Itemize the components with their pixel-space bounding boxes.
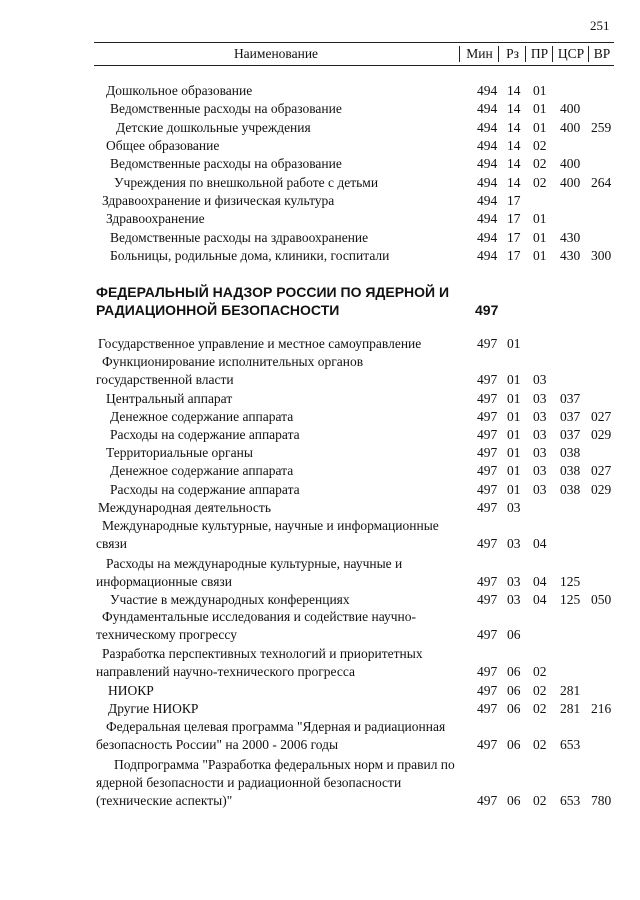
row-name: Расходы на содержание аппарата [110,482,300,497]
row-min: 497 [477,482,498,497]
row-min: 497 [477,336,498,351]
row-rz: 06 [507,793,521,808]
row-rz: 14 [507,120,521,135]
row-name: Функционирование исполнительных органов государственной власти [96,354,364,387]
row-rz: 06 [507,737,521,752]
row-name: Подпрограмма "Разработка федеральных норм и правил по ядерной безопасности и радиационной безопасности (технические аспекты)" [96,757,455,808]
row-rz: 14 [507,138,521,153]
row-vr: 050 [591,592,612,607]
row-pr: 04 [533,574,547,589]
row-pr: 02 [533,664,547,679]
row-pr: 03 [533,482,547,497]
row-rz: 01 [507,482,521,497]
row-name: Федеральная целевая программа "Ядерная и радиационная безопасность России" на 2000 - 2006 годы [96,719,446,752]
row-name: Денежное содержание аппарата [110,409,294,424]
row-rz: 14 [507,175,521,190]
row-csr: 281 [560,701,581,716]
row-csr: 653 [560,737,581,752]
row-vr: 027 [591,409,612,424]
section-code: 497 [475,302,499,318]
row-vr: 780 [591,793,612,808]
row-name: Международная деятельность [98,500,271,515]
row-rz: 17 [507,193,521,208]
row-name: Центральный аппарат [106,391,233,406]
header-divider [588,46,589,62]
row-min: 497 [477,463,498,478]
section-title: ФЕДЕРАЛЬНЫЙ НАДЗОР РОССИИ ПО ЯДЕРНОЙ И РАДИАЦИОННОЙ БЕЗОПАСНОСТИ [96,284,450,318]
row-min: 494 [477,193,498,208]
row-name: Другие НИОКР [108,701,199,716]
row-min: 494 [477,175,498,190]
row-min: 497 [477,372,498,387]
row-csr: 037 [560,391,581,406]
row-name: Ведомственные расходы на здравоохранение [110,230,369,245]
row-pr: 01 [533,211,547,226]
row-rz: 14 [507,83,521,98]
row-csr: 037 [560,409,581,424]
row-pr: 03 [533,409,547,424]
row-min: 497 [477,500,498,515]
row-min: 497 [477,409,498,424]
row-rz: 03 [507,592,521,607]
row-min: 497 [477,793,498,808]
header-divider [459,46,460,62]
header-rz: Рз [506,46,519,61]
row-rz: 06 [507,627,521,642]
header-name: Наименование [233,46,319,61]
row-min: 497 [477,445,498,460]
row-pr: 04 [533,592,547,607]
row-csr: 400 [560,156,581,171]
row-rz: 03 [507,574,521,589]
row-name: Ведомственные расходы на образование [110,101,342,116]
row-csr: 125 [560,592,581,607]
row-pr: 01 [533,120,547,135]
row-min: 497 [477,683,498,698]
row-name: Фундаментальные исследования и содействие научно-техническому прогрессу [96,609,417,642]
row-min: 494 [477,101,498,116]
row-pr: 02 [533,175,547,190]
row-name: Расходы на международные культурные, научные и информационные связи [96,556,403,589]
row-name: Разработка перспективных технологий и приоритетных направлений научно-технического прогресса [96,646,423,679]
row-csr: 125 [560,574,581,589]
row-vr: 216 [591,701,612,716]
header-vr: ВР [593,46,611,61]
row-name: Международные культурные, научные и информационные связи [96,518,439,551]
row-rz: 01 [507,372,521,387]
row-rz: 06 [507,701,521,716]
row-pr: 01 [533,230,547,245]
row-name: Государственное управление и местное самоуправление [98,336,422,351]
row-min: 494 [477,83,498,98]
row-rz: 01 [507,445,521,460]
row-pr: 02 [533,737,547,752]
row-name: Детские дошкольные учреждения [116,120,311,135]
row-rz: 17 [507,211,521,226]
header-divider [552,46,553,62]
row-pr: 02 [533,683,547,698]
row-name: Расходы на содержание аппарата [110,427,300,442]
row-pr: 01 [533,101,547,116]
row-csr: 038 [560,463,581,478]
row-vr: 029 [591,482,612,497]
row-rz: 17 [507,230,521,245]
row-csr: 038 [560,482,581,497]
row-csr: 038 [560,445,581,460]
row-rz: 06 [507,664,521,679]
row-csr: 400 [560,120,581,135]
header-csr: ЦСР [557,46,585,61]
row-pr: 03 [533,445,547,460]
header-divider [498,46,499,62]
row-csr: 400 [560,101,581,116]
row-min: 494 [477,156,498,171]
row-csr: 653 [560,793,581,808]
row-pr: 01 [533,83,547,98]
row-min: 497 [477,592,498,607]
row-rz: 14 [507,156,521,171]
header-divider [525,46,526,62]
row-csr: 400 [560,175,581,190]
row-name: Здравоохранение и физическая культура [102,193,335,208]
row-name: Больницы, родильные дома, клиники, госпитали [110,248,390,263]
row-name: НИОКР [108,683,154,698]
row-name: Денежное содержание аппарата [110,463,294,478]
header-pr: ПР [530,46,549,61]
row-min: 497 [477,701,498,716]
row-pr: 03 [533,427,547,442]
row-rz: 03 [507,500,521,515]
row-name: Здравоохранение [106,211,205,226]
row-name: Общее образование [106,138,220,153]
row-rz: 06 [507,683,521,698]
row-rz: 01 [507,463,521,478]
row-min: 494 [477,230,498,245]
row-pr: 02 [533,138,547,153]
row-rz: 14 [507,101,521,116]
row-rz: 01 [507,391,521,406]
row-min: 497 [477,427,498,442]
table-header [94,42,614,66]
row-pr: 03 [533,463,547,478]
page-number: 251 [590,18,610,33]
row-name: Учреждения по внешкольной работе с детьми [114,175,379,190]
row-name: Территориальные органы [106,445,253,460]
row-name: Участие в международных конференциях [110,592,350,607]
row-csr: 430 [560,230,581,245]
row-vr: 300 [591,248,612,263]
row-vr: 264 [591,175,612,190]
row-pr: 04 [533,536,547,551]
row-min: 494 [477,120,498,135]
row-pr: 03 [533,391,547,406]
row-csr: 281 [560,683,581,698]
row-vr: 029 [591,427,612,442]
row-rz: 17 [507,248,521,263]
row-min: 494 [477,138,498,153]
row-pr: 02 [533,793,547,808]
header-min: Мин [466,46,493,61]
row-min: 494 [477,248,498,263]
row-pr: 02 [533,701,547,716]
row-min: 494 [477,211,498,226]
row-name: Дошкольное образование [106,83,253,98]
row-rz: 01 [507,409,521,424]
row-csr: 430 [560,248,581,263]
row-csr: 037 [560,427,581,442]
row-pr: 02 [533,156,547,171]
row-min: 497 [477,536,498,551]
row-rz: 03 [507,536,521,551]
row-min: 497 [477,574,498,589]
row-pr: 01 [533,248,547,263]
row-vr: 259 [591,120,612,135]
row-pr: 03 [533,372,547,387]
row-min: 497 [477,664,498,679]
row-min: 497 [477,627,498,642]
row-vr: 027 [591,463,612,478]
row-rz: 01 [507,336,521,351]
row-min: 497 [477,737,498,752]
row-min: 497 [477,391,498,406]
row-name: Ведомственные расходы на образование [110,156,342,171]
row-rz: 01 [507,427,521,442]
